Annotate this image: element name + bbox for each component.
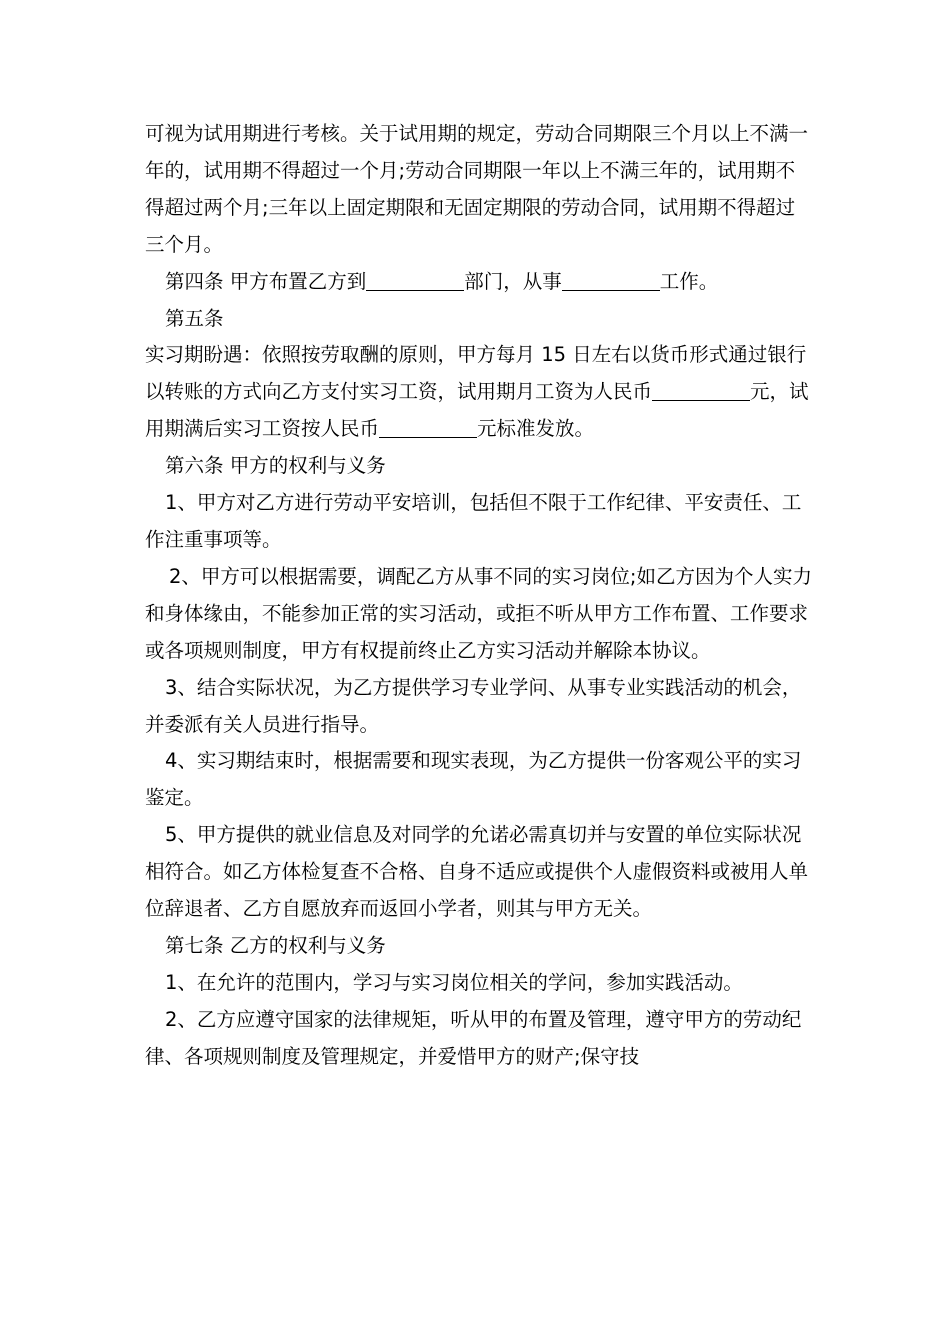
article-6-item-5: 5、甲方提供的就业信息及对同学的允诺必需真切并与安置的单位实际状况相符合。如乙方体检复查不合格、自身不适应或提供个人虚假资料或被用人单位辞退者、乙方自愿放弃而返回小学者，则其与甲方无关。 <box>145 823 809 921</box>
department-blank <box>366 270 464 291</box>
article-7-heading: 第七条 乙方的权利与义务 <box>165 933 386 957</box>
paragraph-probation-rules: 可视为试用期进行考核。关于试用期的规定，劳动合同期限三个月以上不满一年的，试用期不得超过一个月;劳动合同期限一年以上不满三年的，试用期不得超过两个月;三年以上固定期限和无固定期限的劳动合同，试用期不得超过三个月。 <box>145 122 809 256</box>
article-4 <box>145 264 813 301</box>
article-4-prefix: 第四条 甲方布置乙方到 <box>165 269 367 293</box>
job-blank <box>562 270 660 291</box>
article-5-middle: 元，试用期满后实习工资按人民币 <box>145 380 809 441</box>
article-4-suffix: 工作。 <box>659 269 719 293</box>
article-5-prefix: 实习期盼遇：依照按劳取酬的原则，甲方每月 15 日左右以货币形式通过银行以转账的方式向乙方支付实习工资，试用期月工资为人民币 <box>145 343 807 404</box>
article-4-middle: 部门，从事 <box>464 269 562 293</box>
article-7-item-2: 2、乙方应遵守国家的法律规矩，听从甲的布置及管理，遵守甲方的劳动纪律、各项规则制度及管理规定，并爱惜甲方的财产;保守技 <box>145 1007 802 1068</box>
article-6-item-3: 3、结合实际状况，为乙方提供学习专业学问、从事专业实践活动的机会，并委派有关人员进行指导。 <box>145 675 802 736</box>
article-5 <box>145 337 813 448</box>
probation-salary-blank <box>652 381 750 402</box>
article-7-item-1: 1、在允许的范围内，学习与实习岗位相关的学问，参加实践活动。 <box>165 970 743 994</box>
article-5-suffix: 元标准发放。 <box>477 417 595 441</box>
article-6-item-2: 2、甲方可以根据需要，调配乙方从事不同的实习岗位;如乙方因为个人实力和身体缘由，不能参加正常的实习活动，或拒不听从甲方工作布置、工作要求或各项规则制度，甲方有权提前终止乙方实习活动并解除本协议。 <box>145 564 812 662</box>
post-probation-salary-blank <box>379 418 477 439</box>
article-6-item-4: 4、实习期结束时，根据需要和现实表现，为乙方提供一份客观公平的实习鉴定。 <box>145 749 802 810</box>
article-5-heading: 第五条 <box>165 306 224 330</box>
document-body <box>145 116 813 1076</box>
article-6-item-1: 1、甲方对乙方进行劳动平安培训，包括但不限于工作纪律、平安责任、工作注重事项等。 <box>145 491 802 551</box>
article-6-heading: 第六条 甲方的权利与义务 <box>165 454 386 478</box>
